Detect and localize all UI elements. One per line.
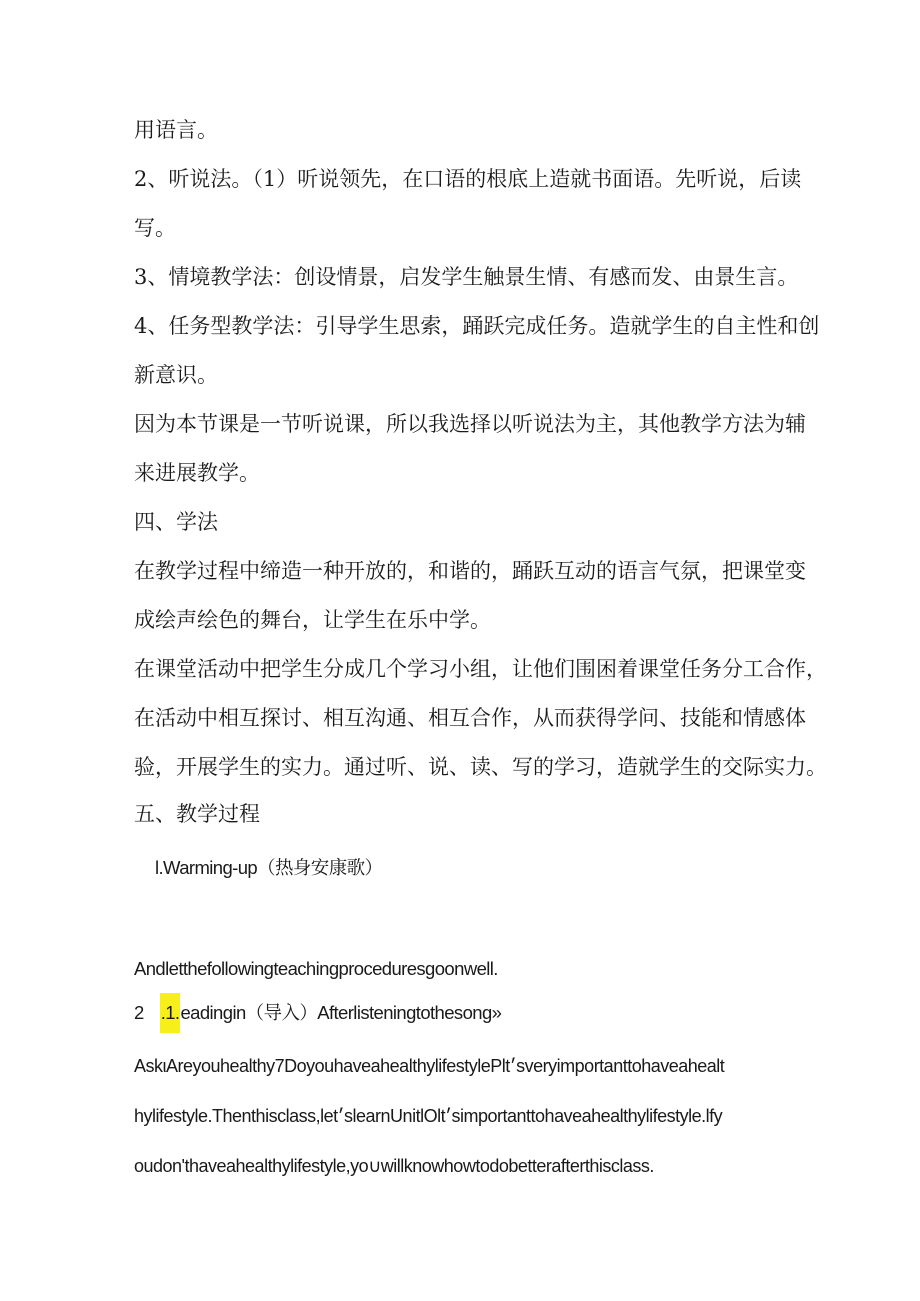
leading-in-line xyxy=(134,999,501,1027)
step-number: 2 xyxy=(134,1002,144,1023)
following-line: Andletthefollowingteachingproceduresgoonwell. xyxy=(134,958,498,979)
highlighted-mark: .1. xyxy=(160,993,181,1033)
section-heading: 四、学法 xyxy=(134,510,218,534)
text-line: 因为本节课是一节听说课，所以我选择以听说法为主，其他教学方法为辅 xyxy=(134,412,806,436)
text-line: 在活动中相互探讨、相互沟通、相互合作，从而获得学问、技能和情感体 xyxy=(134,706,806,730)
text-line: 成绘声绘色的舞台，让学生在乐中学。 xyxy=(134,608,491,632)
text-line: 2、听说法。（1）听说领先，在口语的根底上造就书面语。先听说，后读 xyxy=(134,167,802,191)
text-line: 3、情境教学法：创设情景，启发学生触景生情、有感而发、由景生言。 xyxy=(134,265,799,289)
text-line: 验，开展学生的实力。通过听、说、读、写的学习，造就学生的交际实力。 xyxy=(134,755,827,779)
text-line: 在课堂活动中把学生分成几个学习小组，让他们围困着课堂任务分工合作， xyxy=(134,657,827,681)
text-line: 来进展教学。 xyxy=(134,461,260,485)
text-line: 新意识。 xyxy=(134,363,218,387)
text-line: 用语言。 xyxy=(134,118,218,142)
text-line: hylifestyle.Thenthisclass,let׳slearnUnitlOlt׳simportanttohaveahealthylifestyle.lfy xyxy=(134,1106,723,1126)
warming-up-line: l.Warming-up（热身安康歌） xyxy=(155,857,383,878)
text-line: 在教学过程中缔造一种开放的，和谐的，踊跃互动的语言气氛，把课堂变 xyxy=(134,559,806,583)
text-line: 4、任务型教学法：引导学生思索，踊跃完成任务。造就学生的自主性和创 xyxy=(134,314,820,338)
section-heading: 五、教学过程 xyxy=(134,802,260,826)
leading-in-text: eadingin（导入）Afterlisteningtothesong» xyxy=(180,1002,502,1023)
text-line: AskιAreyouhealthy7DoyouhaveahealthylifestylePlt׳sveryimportanttohaveahealt xyxy=(134,1056,725,1076)
text-line: 写。 xyxy=(134,216,176,240)
text-line: oudon'thaveahealthylifestyle,yo∪willknowhowtodobetterafterthisclass. xyxy=(134,1156,654,1176)
